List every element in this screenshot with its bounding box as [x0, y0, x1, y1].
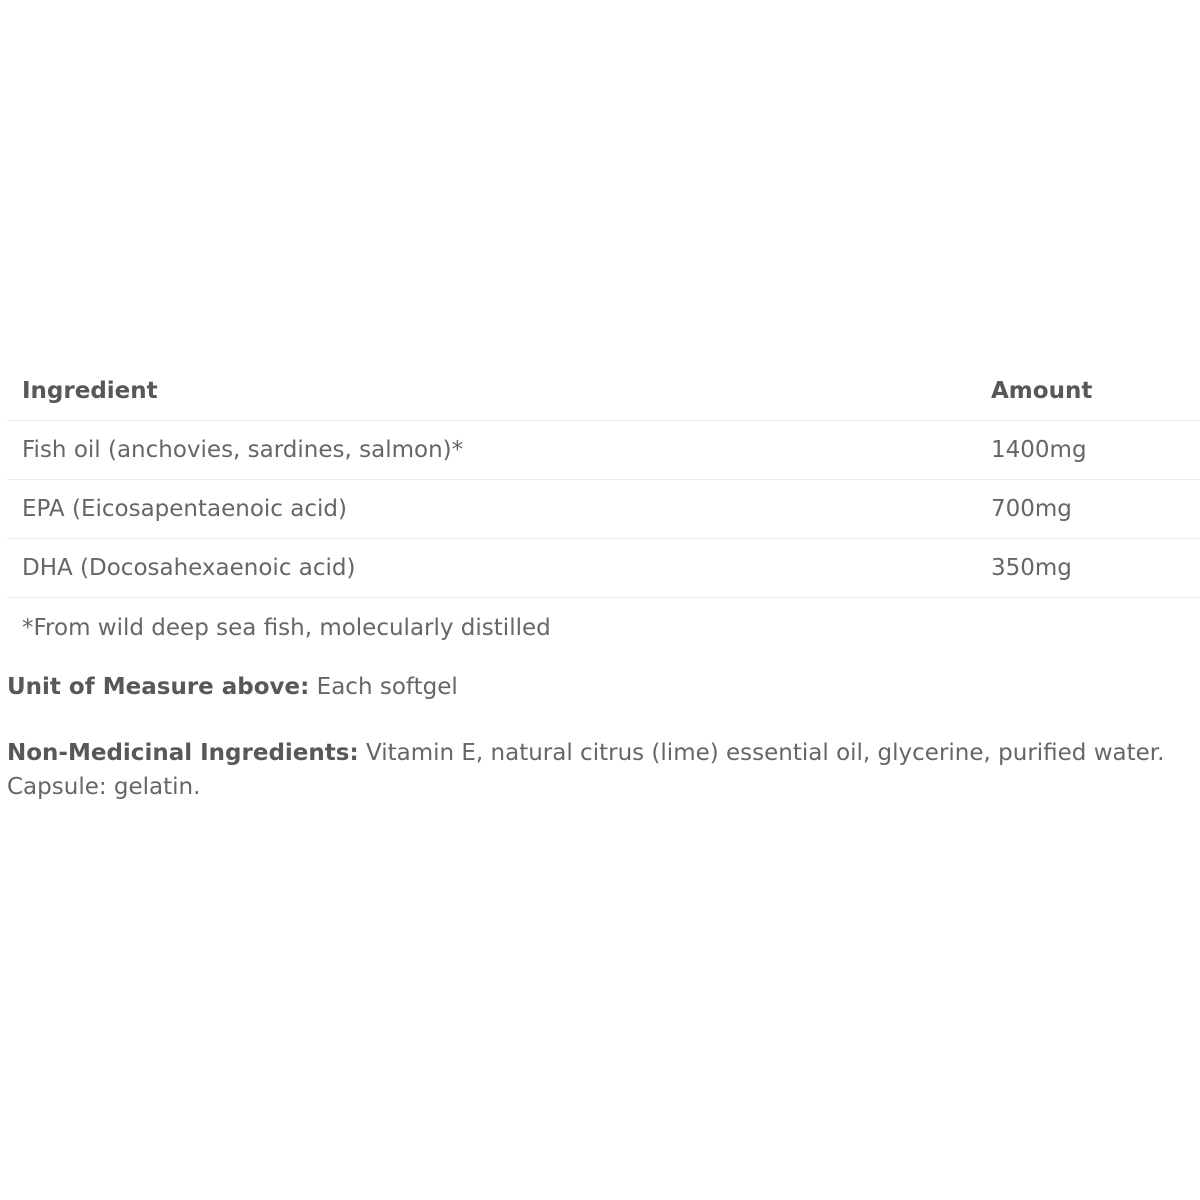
table-row [7, 480, 1200, 539]
table-row [7, 421, 1200, 480]
non-medicinal-value: Vitamin E, natural citrus (lime) essential oil, glycerine, purified water. Capsule: gelatin. [7, 740, 1165, 800]
ingredient-name: EPA (Eicosapentaenoic acid) [7, 480, 976, 539]
product-details [7, 362, 1200, 804]
table-header-row [7, 362, 1200, 421]
ingredient-name: DHA (Docosahexaenoic acid) [7, 539, 976, 598]
ingredient-amount: 1400mg [976, 421, 1200, 480]
footnote-row [7, 598, 1200, 659]
non-medicinal-label: Non-Medicinal Ingredients: [7, 740, 359, 766]
unit-of-measure-label: Unit of Measure above: [7, 674, 310, 700]
table-footnote: *From wild deep sea fish, molecularly distilled [22, 615, 551, 641]
ingredient-name: Fish oil (anchovies, sardines, salmon)* [7, 421, 976, 480]
unit-of-measure-value: Each softgel [316, 674, 458, 700]
ingredients-table [7, 362, 1200, 658]
table-row [7, 539, 1200, 598]
unit-of-measure [7, 670, 1200, 704]
ingredient-amount: 700mg [976, 480, 1200, 539]
ingredient-column-header: Ingredient [7, 362, 976, 421]
ingredient-amount: 350mg [976, 539, 1200, 598]
amount-column-header: Amount [976, 362, 1200, 421]
non-medicinal-ingredients [7, 736, 1200, 804]
